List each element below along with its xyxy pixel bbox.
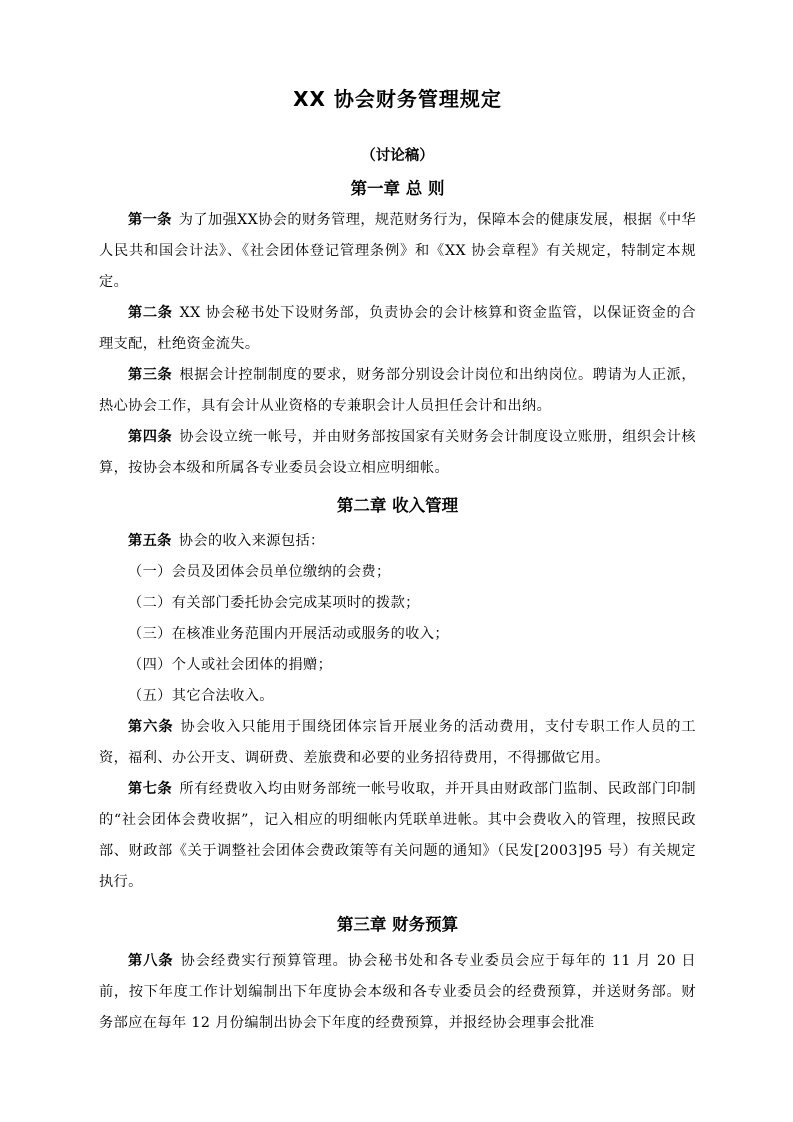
article-8 [99,946,696,1039]
article-7 [99,774,696,898]
list-item: （三）在核准业务范围内开展活动或服务的收入； [128,626,449,642]
list-item: （四）个人或社会团体的捐赠； [128,657,333,673]
chapter-3-heading: 第三章 财务预算 [336,915,459,934]
article-1 [99,205,696,298]
article-text: 为了加强XX协会的财务管理，规范财务行为，保障本会的健康发展，根据《中华人民共和国会计法》、《社会团体登记管理条例》和《XX 协会章程》有关规定，特制定本规定。 [99,212,697,290]
article-4 [99,422,696,484]
article-label: 第五条 [128,533,172,549]
article-text: 所有经费收入均由财务部统一帐号收取，并开具由财政部门监制、民政部门印制的“社会团体会费收据”，记入相应的明细帐内凭联单进帐。其中会费收入的管理，按照民政部、财政部《关于调整社会团体会费政策等有关问题的通知》（民发[2003]95 号）有关规定执行。 [99,781,696,890]
article-text: 协会的收入来源包括： [178,533,325,549]
document-title: XX 协会财务管理规定 [293,87,502,111]
article-label: 第七条 [128,781,173,797]
article-label: 第四条 [128,429,173,445]
chapter-1-heading: 第一章 总 则 [350,179,445,198]
article-6 [99,712,696,774]
article-text: 协会经费实行预算管理。协会秘书处和各专业委员会应于每年的 11 月 20 日前，按下年度工作计划编制出下年度协会本级和各专业委员会的经费预算，并送财务部。财务部应在每年 12 月份编制出协会下年度的经费预算，并报经协会理事会批准 [99,953,696,1031]
document-subtitle: （讨论稿） [361,148,434,164]
chapter-2-heading: 第二章 收入管理 [336,496,459,515]
article-text: 协会收入只能用于围绕团体宗旨开展业务的活动费用，支付专职工作人员的工资，福利、办公开支、调研费、差旅费和必要的业务招待费用，不得挪做它用。 [99,719,697,766]
article-label: 第八条 [128,953,174,969]
article-label: 第三条 [128,367,173,383]
article-text: 根据会计控制制度的要求，财务部分别设会计岗位和出纳岗位。聘请为人正派，热心协会工作，具有会计从业资格的专兼职会计人员担任会计和出纳。 [99,367,696,414]
list-item: （一）会员及团体会员单位缴纳的会费； [128,564,391,580]
article-text: XX 协会秘书处下设财务部，负责协会的会计核算和资金监管，以保证资金的合理支配，杜绝资金流失。 [99,305,696,352]
article-3 [99,360,696,422]
article-label: 第六条 [128,719,174,735]
article-5 [99,526,696,557]
article-label: 第一条 [128,212,172,228]
article-text: 协会设立统一帐号，并由财务部按国家有关财务会计制度设立账册，组织会计核算，按协会本级和所属各专业委员会设立相应明细帐。 [99,429,696,476]
article-2 [99,298,696,360]
list-item: （二）有关部门委托协会完成某项时的拨款； [128,595,420,611]
list-item: （五）其它合法收入。 [128,688,274,704]
article-label: 第二条 [128,305,173,321]
